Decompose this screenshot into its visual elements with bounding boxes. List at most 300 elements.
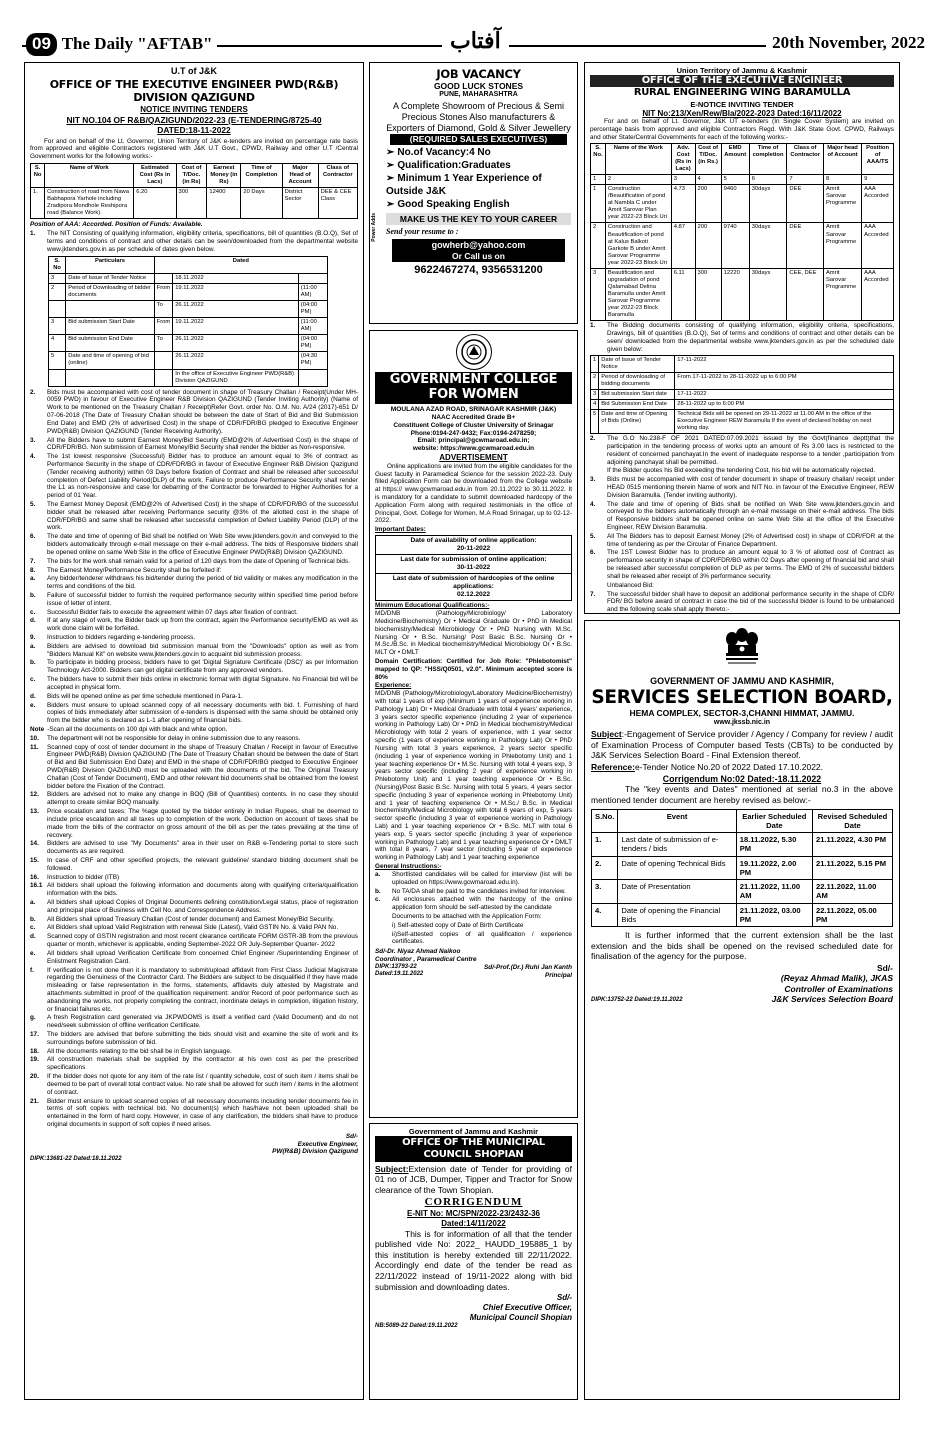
ad2-phone: 9622467274, 9356531200 [414, 264, 543, 277]
ad1-sched-header-cell: Dated [154, 256, 327, 273]
ad1-clause-text: Successful Bidder fails to execute the agreement within 07 days after fixation of contract. [47, 608, 298, 616]
ad1-clause-num: b. [30, 915, 36, 923]
ad5-clause-1: 1. The Bidding documents consisting of qualifying information, eligibility criteria, specifications, Drawings, bill of quantities (B.O.Q), Set of terms and conditions of contract and other details can be seen/ downloaded from the departmental website www.jktenders.gov.in as per the scheduled date given below: [590, 322, 894, 353]
ad1-works-cell: Construction of road from Nawa Babhapora Yarhole including Zradipora Mondhole Reshipora road (Balance Work). [45, 188, 134, 219]
ad1-sched-row-cell: From [154, 318, 173, 335]
ad5-works-row-cell: 30days [749, 185, 787, 223]
ad3-date-label: Date of availability of online application: [410, 537, 537, 545]
ad3-exp: MD/DNB (Pathology/Microbiology/Laboratory Medicine/Biochemistry) with total 1 years of exp (Minimum 1 years of experience working in Pathology Lab) Or • Medical Graduate with total 4 years' experience, 3 years sector specific experience (including 2 year of experience working in Pathology Lab) Or • PhD in Medical biochemistry/Medical Microbiology with total 2 years of experience, with 1 year sector specific (1 years of experience working in Pathology Lab) Or • PhD Nursing with total 3 years experience, 2 years sector specific (including 1 year of experience working in Phlebotomy Unit) and 1 year teaching experience Or • M.Sc. Nursing with total 4 years exp, 3 years sector specific (including 2 year of experience working in Phlebotomy Unit) and 1 year teaching experience Or • B.Sc. (Nursing)/Post Basic B.Sc. Nursing with total 5 years, 4 years sector specific (including 3 year of experience working in Phlebotomy Unit) and 1 year of teaching experience Or • M.Sc./ B.Sc. in Medical biochemistry/Medical Microbiology with total 6 years of exp, 5 years sector specific (including 3 year of experience working in Pathology Lab) and 1 year teaching experience Or • B.Sc. MLT with total 6 years exp, 5 years sector specific (including 3 year of experience working in Pathology Lab) and 1 year teaching experience Or • DMLT with total 8 years, 7 year sector (including 5 year of experience working in Pathology Lab) and 1 year teaching experience [375, 690, 572, 862]
ad2-call: Or Call us on [452, 250, 505, 261]
ad1-sched-row-cell: To [154, 335, 173, 352]
ad1-clause-num: 17. [30, 1031, 39, 1039]
ad1-works-header [31, 164, 358, 188]
ad5-works-num-row [591, 175, 894, 185]
ad4-dated: Dated:14/11/2022 [441, 1218, 506, 1228]
ad1-sched-header [49, 256, 328, 273]
ad1-clause-text: To participate in bidding process, bidders have to get 'Digital Signature Certificate (DSC)' as per Information Technology Act-2000. Bidders can get digital certificate from any approved vendors. [47, 659, 358, 675]
ad3-minq-title: Minimum Educational Qualifications:- [375, 602, 490, 610]
ad1-clause-num: 4. [30, 453, 36, 461]
ad1-sched-row-cell: 18.11.2022 [173, 273, 299, 283]
ad1-sched-row-cell: (04:00 PM) [298, 335, 327, 352]
ad1-ut: U.T of J&K [171, 66, 217, 76]
ad1-clause [30, 702, 358, 725]
ad6-addr: HEMA COMPLEX, SECTOR-3,CHANNI HIMMAT, JAMMU. [629, 708, 855, 719]
ad1-clause-num: 15. [30, 856, 39, 864]
ad6-header [592, 809, 893, 833]
ad2-item-text: Qualification:Graduates [397, 159, 511, 171]
ad1-clause-num: 2. [30, 388, 36, 396]
ad6-row-cell: Last date of submission of e-tenders / bids [618, 833, 736, 857]
ad1-sched-row-cell [49, 301, 66, 318]
ad1-subtitle: NOTICE INVITING TENDERS [140, 105, 248, 115]
ad5-clause [590, 476, 894, 499]
ad1-sched-row-cell: 26.11.2022 [173, 352, 299, 369]
ad5-clause-text: The G.O No.238-F OF 2021 DATED:07.09.2021 issued by the Govt(finance deptt)that the participation in the tendering process of works upto an amount of Rs 3.00 lacs is restricted to the resident of concerned panchayat.In the event of inadequate response to a tender ,participation from adjoining panchayat shall be permitted. [607, 435, 894, 466]
ad3-clause-text: i) Self-attested copy of Date of Birth Certificate [392, 921, 524, 929]
ad1-clause-text: The 1st lowest responsive (Successful) Bidder has to produce an amount equal to 3% of contract as Performance Security in the shape of CDR/FDR/BG in favour of Executive Engineer R&B Division Qazigund (Tender receiving authority) within 03 Days before fixation of Contract and shall be released after successful completion of Defect Liability Period(DLP) of the work. Failure to produce Performance Security shall render the L1 as non-responsive and case for debarring of the Contractor be forwarded to Higher Authorities for a period of 01 Year. [47, 453, 358, 500]
ad1-sched-row-cell: (11:00 AM) [298, 318, 327, 335]
ad1-clause-text: The Earnest Money Deposit (EMD@2% of Advertised Cost) in the shape of CDR/FDR/BG of the successful bidder shall be released after receiving Performance security @3% of the allotted cost in the shape of CDR/FDR/BG and same shall be released after successful completion of Defect Liability Period (DLP) of the work. [47, 501, 358, 532]
ad3-dates-table [375, 535, 572, 601]
ad1-clause-text: Bids will be opened online as per time schedule mentioned in Para-1. [47, 692, 243, 700]
ad1-clause-num: 18. [30, 1047, 39, 1055]
ad5-works-row-cell: 4.73 [671, 185, 695, 223]
ad1-clause-text: Bidders are advised not to make any change in BOQ (Bill of Quantities) contents. In no case they should attempt to create similar BOQ manually. [47, 791, 358, 807]
ad6-row-cell: 22.11.2022, 05.00 PM [812, 903, 892, 927]
ad1-works-cell: 6.20 [134, 188, 176, 219]
ad1-clause-num: c. [30, 676, 36, 684]
ad1-clause [30, 1031, 358, 1047]
ad5-sched-row-cell: 4 [591, 399, 599, 409]
ad5-clause-text: The 1ST Lowest Bidder has to produce an amount equal to 3 % of allotted cost of Contract as performance security in shape of CDR/FDR/BG within 02 Days after opening of financial bid and shall be released after successful completion of DLP as per terms. The EMD of 2% of successful bidders shall be released after receipt of 3% performance security. [607, 549, 894, 580]
ad1-clause [30, 1014, 358, 1030]
ad5-works-row-cell: Construction /Beautification of pond at Nambla C under Amrit Sarovar Plan year 2022-23 Block Uri [605, 185, 671, 223]
ad6-header-cell: S.No. [592, 809, 618, 833]
ad2-items [386, 146, 571, 211]
ad6-web: www.jkssb.nic.in [713, 718, 771, 726]
ad1-works-header-cell: Major Head of Account [282, 164, 318, 188]
ad5-clause [590, 533, 894, 549]
ad1-sched-row-cell [49, 369, 66, 386]
ad1-clause-num: 6. [30, 533, 36, 541]
ad5-sched-row-cell: Period of downloading of bidding documents [599, 372, 675, 389]
ad6-row-cell: 19.11.2022, 2.00 PM [736, 856, 812, 880]
ad5-sched-row-cell: 28-11-2022 up to 6:00 PM [675, 399, 894, 409]
ad3-gen [375, 871, 572, 946]
ad1-works-header-cell: Estimated Cost (Rs in Lacs) [134, 164, 176, 188]
ad4-body: This is for information of all that the tender published vide No: 2022_ HAUDD_195885_1 by this institution is hereby extended till 22/11/2022. Accordingly end date of the tender be read as 22/11/2022 instead of 19/11-2022 along with bid submission and downloading dates. [375, 1228, 572, 1292]
ad3-date-row [376, 536, 572, 555]
ad6-govt: GOVERNMENT OF JAMMU AND KASHMIR, [650, 676, 834, 686]
ad6-row-cell: 3. [592, 880, 618, 904]
ad1-clause [30, 916, 358, 924]
ad6-sig2: Controller of Examinations [784, 983, 893, 994]
ad1-clause-num: b. [30, 659, 36, 667]
ad4-corr: CORRIGENDUM [424, 1195, 523, 1208]
ad1-clause-num: 19. [30, 1056, 39, 1064]
ad5-works-header-cell: EMD Amount [721, 143, 749, 174]
ad1-works-row [31, 188, 358, 219]
ad1-sched-row-cell: To [154, 301, 173, 318]
ad1-clause [30, 933, 358, 949]
ad4-subject-para: Subject:Extension date of Tender for providing of 01 no of JCB, Dumper, Tipper and Tractor for Snow clearance of the Town Shopian. [375, 1164, 572, 1195]
ad1-clause [30, 899, 358, 915]
ad1-clauses [30, 389, 358, 1129]
ad1-works-cell: DEE & CEE Class [318, 188, 357, 219]
ad5-clause-num: 7. [590, 590, 596, 598]
ad3-clause [375, 888, 572, 896]
ad1-clause-text: All bidders shall upload Copies of Original Documents defining constitution/Legal status, place of registration and principal place of Business with Cell No. and Correspondence Address. [47, 899, 358, 914]
ad6-row [592, 880, 893, 904]
ad1-clause [30, 575, 358, 591]
ad5-works-row-cell: CEE, DEE [787, 268, 824, 320]
ad5-sched-row [591, 389, 894, 399]
ad-pwd-qazigund [24, 62, 364, 1400]
ad1-sched-row-cell: 3 [49, 273, 66, 283]
ad1-sched-row-cell: Date and time of opening of bid (online) [66, 352, 154, 369]
ad1-clause [30, 874, 358, 882]
ad4-sd: Sd/- [556, 1293, 572, 1303]
ad5-works-row-cell: Amrit Sarovar Programme [823, 268, 861, 320]
ad6-row-cell: Date of opening the Financial Bids [618, 903, 736, 927]
ad1-clause [30, 643, 358, 659]
ad3-clause-text: No TA/DA shall be paid to the candidates invited for interview. [392, 887, 566, 895]
ad5-works-row [591, 223, 894, 268]
ad3-date-value: 30-11-2022 [456, 564, 491, 572]
ad1-clause-num: 20. [30, 1073, 39, 1081]
ad1-schedule-table [48, 256, 328, 387]
ad1-works-header-cell: Cost of T/Doc. (in Rs) [176, 164, 207, 188]
ad3-gen-title: General Instructions:- [375, 863, 442, 871]
ad5-works-row [591, 185, 894, 223]
ad1-position: Position of AAA: Accorded. Position of Funds: Available. [30, 221, 203, 229]
ad1-works-header-cell: Time of Completion [241, 164, 282, 188]
ad1-sched-row [49, 369, 328, 386]
ad1-clause-text: If the bidder does not quote for any item of the rate list / quantity schedule, cost of such item / items shall be deemed to be part of overall total contract value. No rate shall be allowed for such item / items in the allotment of contract. [47, 1073, 358, 1096]
ad1-clause-num: 8. [30, 566, 36, 574]
ad3-phone: Phone:0194-247-9432; Fax:0194-2478259; [410, 429, 537, 437]
ad3-sig-right1: Sd/-Prof.(Dr.) Ruhi Jan Kanth [483, 963, 572, 971]
ad1-clause [30, 567, 358, 575]
ad1-sched-row-cell [154, 273, 173, 283]
ad1-sched-row-cell: Bid submission End Date [66, 335, 154, 352]
ad3-adv: ADVERTISEMENT [439, 452, 508, 462]
ad5-works-header-cell: Name of the Work [605, 143, 671, 174]
ad5-sched-row-cell: From 17-11-2022 to 28-11-2022 up to 6:00 PM [675, 372, 894, 389]
ad6-body: It is further informed that the current extension shall be the last extension and the bids shall be opened on the revised scheduled date for finalisation of the agency for the purpose. [591, 930, 893, 962]
ad1-clause [30, 882, 358, 898]
ad1-sched-row [49, 335, 328, 352]
ad6-header-cell: Earlier Scheduled Date [736, 809, 812, 833]
ad3-date-cell [376, 574, 572, 601]
ad5-sched-row-cell: Date and time of Opening of Bids (Online) [599, 409, 675, 433]
ad5-works-header-cell: Time of completion [749, 143, 787, 174]
ad5-clauses [590, 435, 894, 614]
ad3-date-value: 20-11-2022 [456, 545, 491, 553]
ad5-works-num-row-cell: 1 [591, 175, 606, 185]
ad1-clause-num: a. [30, 575, 36, 583]
ad1-sched-row [49, 283, 328, 300]
ad1-clause-text: If at any stage of work, the Bidder back up from the contract, again the Performance security/EMD as well as work done claim will be forfeited. [47, 617, 358, 633]
ad5-works-num-row-cell: 8 [823, 175, 861, 185]
ad1-sched-header-cell: Particulars [66, 256, 154, 273]
ad1-sched-row [49, 318, 328, 335]
ad5-clause-text: The date and time of opening of Bids shall be notified on Web Site www.jktenders.gov.in and conveyed to the bidders automatically through an e-mail message on their e-mail address. The bids of Responsive bidders shall be opened online on same Web Site at the office of the Executive Engineer, REW Division Baramulla. [607, 500, 894, 532]
ad1-works-header-cell: Class of Contractor [318, 164, 357, 188]
ad1-works-table [30, 163, 358, 219]
ad1-clause [30, 1073, 358, 1096]
ad2-item [386, 146, 571, 159]
ad5-office1: OFFICE OF THE EXECUTIVE ENGINEER [590, 75, 894, 87]
ad3-exp-title: Experience: [375, 682, 412, 690]
ad1-clause-num: 7. [30, 557, 36, 565]
ad5-clause-num: 3. [590, 476, 596, 484]
ad4-sig1: Chief Executive Officer, [482, 1303, 572, 1313]
ad1-sched-row [49, 273, 328, 283]
ad1-clause [30, 659, 358, 675]
ad2-desc: A Complete Showroom of Precious & Semi Precious Stones Also manufacturers & Exporters of Diamond, Gold & Silver Jewellery [386, 100, 571, 133]
ad1-sched-row-cell [154, 369, 173, 386]
ad5-sched-row-cell: 5 [591, 409, 599, 433]
ad2-city: PUNE, MAHARASHTRA [439, 91, 518, 99]
ad1-clause-text: The department will not be responsible for delay in online submission due to any reasons. [47, 734, 301, 742]
ad5-nit: NIT No:213/Xen/Rew/Bla/2022-2023 Dated:16/11/2022 [642, 108, 842, 118]
ad5-clause [590, 549, 894, 580]
ad5-works-header-cell: Position of AAA/TS [862, 143, 894, 174]
ad1-clause-num: 9. [30, 634, 36, 642]
ad1-clause-text: Bidders are advised to use "My Documents" area in their user on R&B e-Tendering portal to store such documents as are required. [47, 840, 358, 856]
ad3-date-cell [376, 536, 572, 555]
ad1-clause-text: Bidders are advised to download bid submission manual from the "Downloads" option as well as from "Bidders Manual Kit" on website www.jktenders.gov.in to acquaint bid submission process. [47, 642, 358, 658]
ad1-clause-num: 16.1 [30, 882, 43, 890]
paper-logo: آفتاب [442, 28, 509, 55]
ad1-sched-row-cell: 4 [49, 335, 66, 352]
ad5-works-row-cell: DEE [787, 223, 824, 268]
ad6-sig3: J&K Services Selection Board [771, 994, 893, 1005]
ad5-works-num-row-cell: 3 [671, 175, 695, 185]
ad1-clause-text: Price escalation and taxes: The %age quoted by the bidder entirely in Indian Rupees, shall be deemed to include price escalation and all taxes up to completion of the work. Deduction on account of taxes shall be made from the bills of the contractor on gross amount of the bill as per the rates prevailing at the time of recovery. [47, 808, 358, 839]
ad1-clause-num: c. [30, 608, 36, 616]
ad1-clause [30, 791, 358, 807]
ad5-schedule-table [590, 355, 894, 435]
ad3-body: Online applications are invited from the eligible candidates for the Guest faculty in Paramedical Science for the session 2022-23. Duly filled Application Form can be downloaded from the College website at https:// www.gcwmaroad.edu.in from 20.11.2022 to 30.11.2022. It is mandatory for a candidate to submit downloaded hardcopy of the Application Form along with required testimonials in the office of Principal, Govt. College for Women, M.A Road Srinagar, up to 02-12-2022. [375, 462, 572, 525]
ad1-clause-num: e. [30, 701, 36, 709]
ad5-clause [590, 582, 894, 590]
ad3-date-label: Last date of submission of hardcopies of the online applications: [392, 575, 555, 591]
ad1-sched-row-cell: 26.11.2022 [173, 301, 299, 318]
ad5-clause-text: All The Bidders has to deposit Earnest Money (2% of Advertised cost) in shape of CDR/FDR at the time of tendering as per the Circular of Finance Department. [607, 532, 894, 548]
ad3-date-row [376, 555, 572, 574]
ad3-sig-left2: Coordinator , Paramedical Centre [375, 956, 477, 963]
ad1-clause-num: d. [30, 933, 36, 941]
ad5-works-row-cell: 200 [695, 185, 721, 223]
ad6-row-cell: 22.11.2022, 11.00 AM [812, 880, 892, 904]
ad1-clause-num: 11. [30, 743, 39, 751]
ad3-clause-num [375, 922, 389, 930]
ad3-clause-num [375, 931, 389, 947]
issue-date: 20th November, 2022 [766, 33, 925, 54]
ad1-sched-header-cell: S. No [49, 256, 66, 273]
ad1-works-header-cell: Name of Work [45, 164, 134, 188]
ad5-works-row [591, 268, 894, 320]
ad6-subject-para: Subject:-Engagement of Service provider / Agency / Company for review / audit of Examination Process of Computer based Tests (CBTs) to be conducted by J&K Services Selection Board - Final Extension thereof. [591, 729, 893, 761]
arrow-bullet-icon: ➢ [386, 159, 395, 171]
ad3-imp: Important Dates: [375, 526, 426, 534]
ad3-emblem-wrap [375, 334, 572, 370]
ad5-works-row-cell: Construction and Beautification of pond at Kalus Balkoti Garkote B under Amrit Sarovar Programme year 2022-23 Block Uri [605, 223, 671, 268]
ad6-row-cell: 21.11.2022, 5.15 PM [812, 856, 892, 880]
ad1-sched-row-cell [66, 301, 154, 318]
ad1-clause-text: The bids for the work shall remain valid for a period of 120 days from the date of Opening of Technical bids. [47, 557, 350, 565]
ad1-clause [30, 592, 358, 608]
ad5-works-table [590, 143, 894, 321]
ad1-works-cell: 12400 [207, 188, 241, 219]
ad1-office: OFFICE OF THE EXECUTIVE ENGINEER PWD(R&B) DIVISION QAZIGUND [49, 77, 339, 105]
ad3-clause-text: ii)Self-attested copies of all qualification / experience certificates. [392, 930, 572, 946]
ad4-sig2: Municipal Council Shopian [469, 1312, 572, 1322]
ad6-intro: The "key events and Dates" mentioned at serial no.3 in the above mentioned tender document are hereby revised as below:- [591, 784, 893, 805]
ad5-works-header-cell: Adv. Cost (Rs in Lacs) [671, 143, 695, 174]
ad5-works-row-cell: 200 [695, 223, 721, 268]
ad1-clause-num: 21. [30, 1097, 39, 1105]
ad1-clause [30, 857, 358, 873]
ad1-clause [30, 676, 358, 692]
ad1-sched-row-cell: 19.11.2022 [173, 283, 299, 300]
arrow-bullet-icon: ➢ [386, 172, 395, 184]
ad1-nit: NIT NO.104 OF R&B/QAZIGUND/2022-23 (E-TENDERING/8725-40 [66, 115, 322, 126]
ad5-sched-row-cell: Bid submission Start date [599, 389, 675, 399]
ad5-sched-row-cell: Date of Issue of Tender Notice [599, 355, 675, 372]
ad2-send: Send your resume to : [386, 227, 459, 237]
ad5-works-header-cell: Major head of Account [823, 143, 861, 174]
ad3-cluster: Constituent College of Cluster University of Srinagar [393, 421, 554, 429]
ad3-date-value: 02.12.2022 [456, 591, 490, 599]
ad2-item [386, 198, 571, 211]
ad5-works-row-cell: 9740 [721, 223, 749, 268]
ad6-row-cell: 21.11.2022, 11.00 AM [736, 880, 812, 904]
ad3-clause [375, 931, 572, 947]
ad1-sd: Sd/- [345, 1132, 358, 1140]
ad3-footer [375, 964, 572, 980]
ad6-row-cell: 21.11.2022, 03.00 PM [736, 903, 812, 927]
ad6-dates-table [591, 809, 893, 928]
ad5-clause-text: Unbalanced Bid: [607, 581, 654, 589]
ad1-clause-text: All bidders shall upload the following information and documents along with qualifying criteria/qualification information with the bids. [47, 882, 358, 898]
ad1-clause-text: All bidders shall upload Verification Certificate from concerned Chief Engineer /Superintending Engineer of Enlistment Registration Card. [47, 949, 358, 965]
ad6-dipk: DIPK:13752-22 Dated:19.11.2022 [591, 997, 683, 1004]
ad5-sched-row [591, 355, 894, 372]
ad5-works-num-row-cell: 6 [749, 175, 787, 185]
ad5-clause [590, 501, 894, 532]
ad3-sig-right2: Principal [545, 971, 572, 979]
ad3-date-row [376, 574, 572, 601]
ad1-sched-row-cell: Bid submission Start Date [66, 318, 154, 335]
ad5-sched-row-cell: 2 [591, 372, 599, 389]
ad1-works-cell: 1. [31, 188, 45, 219]
ad1-clause-text: Bids must be accompanied with cost of tender document in shape of Treasury Challan / Receipt(Under MH- 0059 PWD) in favour of Executive Engineer R&B Division QAZIGUND (Tender Inviting Authority) (Name of Work to be mentioned on the Treasury Challan / Receipt)Refer Govt. order No. O.M. No. A/24 (2017)-651 D/ 07-06-2018 (The Date of Treasury Challan should be between the date of Start of Bid and Bid Submission End Date) and EMD (2% of advertised Cost) in the shape of CDR/FDR/BG pledged to Executive Engineer PWD(R&B) Division QAZIGUND (Tender Receiving Authority). [47, 388, 358, 435]
ad5-clause-text: The successful bidder shall have to deposit an additional performance security in the shape of CDR/ FDR/ BG before award of contract in case the bid of the successful bidder is found to be unbalanced and the following scale shall apply thereto:- [607, 590, 894, 614]
ad1-clause-text: All the documents relating to the bid shall be in English language. [47, 1047, 232, 1055]
ad3-date-cell [376, 555, 572, 574]
ad2-required: (REQUIRED SALES EXECUTIVES) [390, 134, 567, 144]
ad5-clause-text: Bids must be accompanied with cost of tender document in shape of treasury challan/ receipt under HEAD 0515 mentioning therein Name of work and NIT No. in favour of the Executive Engineer, REW Division Baramulla. (Tender inviting authority). [607, 476, 894, 499]
ad5-clause [590, 435, 894, 466]
ad6-emblem-wrap [591, 625, 893, 673]
ad5-works-header-cell: S. No. [591, 143, 606, 174]
ad5-sched-row [591, 409, 894, 433]
ad1-clause [30, 389, 358, 436]
ad3-clause-num: c. [375, 896, 381, 904]
ad3-title: GOVERNMENT COLLEGE FOR WOMEN [375, 372, 572, 404]
ad-college-women [369, 330, 578, 1118]
ad3-date-label: Last date for submission of online application: [400, 556, 547, 564]
ad1-clause-text: A fresh Registration card generated via JKPWDOMS is itself a verified card (Valid Document) and do not need/seek submission of offline verification Certificate. [47, 1014, 358, 1030]
ad2-side-text: Power Adds [371, 213, 377, 242]
ad1-sched-row-cell: 19.11.2022 [173, 318, 299, 335]
ad1-sched-row-cell: In the office of Executive Engineer PWD(R&B) Division QAZIGUND [173, 369, 299, 386]
ad3-dated: Dated:19.11.2022 [375, 971, 424, 978]
ad1-clause [30, 1098, 358, 1129]
ad1-sched-row [49, 352, 328, 369]
ad5-works-header-cell: Class of Contractor [787, 143, 824, 174]
ad5-works-num-row-cell: 9 [862, 175, 894, 185]
ad6-title: SERVICES SELECTION BOARD, [591, 686, 893, 708]
ad5-clause-num: 4. [590, 500, 596, 508]
ad5-works-row-cell: AAA Accorded [862, 223, 894, 268]
ad1-clause [30, 533, 358, 556]
ad1-clause [30, 453, 358, 500]
ad-jkssb [584, 620, 900, 1400]
ad6-row-cell: 4. [592, 903, 618, 927]
ad5-works-row-cell: 300 [695, 268, 721, 320]
ad5-notice: E-NOTICE INVITING TENDER [690, 99, 794, 109]
ad3-dipk: DIPK:13793-22 [375, 963, 417, 970]
ad1-clause-text: The Earnest Money/Performance Security shall be forfeited if: [47, 566, 222, 574]
ad5-sched-row-cell: 17-11-2022 [675, 389, 894, 399]
ad5-works-row-cell: 4.87 [671, 223, 695, 268]
ad1-clause-text: Scanned copy of cost of tender document in the shape of Treasury Challan / Receipt in favour of Executive Engineer PWD(R&B) Division QAZIGUND (The Date of Treasury Challan should be between the date of Start of Bid and Bid Submission End Date) and EMD in the shape of CDR/FDR/BG pledged to Executive Engineer PWD(R&B) Division QAZIGUND must be uploaded with the documents of the bid. The Original Treasury Challan (Cost of Tender Document), EMD and other relevant bid documents shall be obtained from the lowest bidder before the Fixation of the Contract. [47, 743, 358, 790]
ad1-sched-row-cell: (04:30 PM) [298, 352, 327, 369]
ad1-sched-row-cell: (04:00 PM) [298, 301, 327, 318]
ad5-works-row-cell: Amrit Sarovar Programme [823, 185, 861, 223]
ad5-works-row-cell: AAA Accorded [862, 185, 894, 223]
ad5-works-num-row-cell: 7 [787, 175, 824, 185]
ad5-works-row-cell: Beautification and upgradation of pond Qalamabad Delina Baramulla under Amrit Sarovar Programme year 2022-23 Block Baramulla [605, 268, 671, 320]
ad2-title: JOB VACANCY [436, 67, 521, 81]
ad5-clause-num: 5. [590, 532, 596, 540]
ad5-office2: RURAL ENGINEERING WING BARAMULLA [633, 87, 851, 99]
ad4-enit: E-NIT No: MC/SPN/2022-23/2432-36 [407, 1209, 540, 1219]
ad1-works-cell: 20 Days [241, 188, 282, 219]
ad6-ref-para: Reference:e-Tender Notice No.20 of 2022 Dated 17.10.2022. [591, 762, 824, 772]
ad1-clause [30, 726, 358, 734]
ad1-clause [30, 501, 358, 532]
ad6-row [592, 833, 893, 857]
ad2-item-text: Minimum 1 Year Experience of Outside J&K [386, 172, 542, 197]
ad5-works-row-cell: 12220 [721, 268, 749, 320]
ad1-clause-text: -Scan all the documents on 100 dpi with black and white option. [47, 725, 228, 733]
paper-name: The Daily "AFTAB" [61, 34, 213, 53]
ad6-row-cell: 1. [592, 833, 618, 857]
ad3-clause [375, 896, 572, 912]
ad1-clause-num: a. [30, 899, 36, 907]
ad1-clause-text: Bidder must ensure to upload scanned copies of all necessary documents including tender documents fee in terms of soft copies with technical bid. No document(s) which has/have not been uploaded shall be entertained in the form of hard copy. However, in case of any clarification, the bidders shall have to produce original documents in support of soft copies if need arises. [47, 1097, 358, 1128]
ad1-clause-num: c. [30, 924, 36, 932]
ad6-row-cell: 21.11.2022, 4.30 PM [812, 833, 892, 857]
ad1-signatory: Executive Engineer, [297, 1140, 358, 1148]
ad5-works-row-cell: 2 [591, 223, 606, 268]
ad3-clause [375, 922, 572, 930]
